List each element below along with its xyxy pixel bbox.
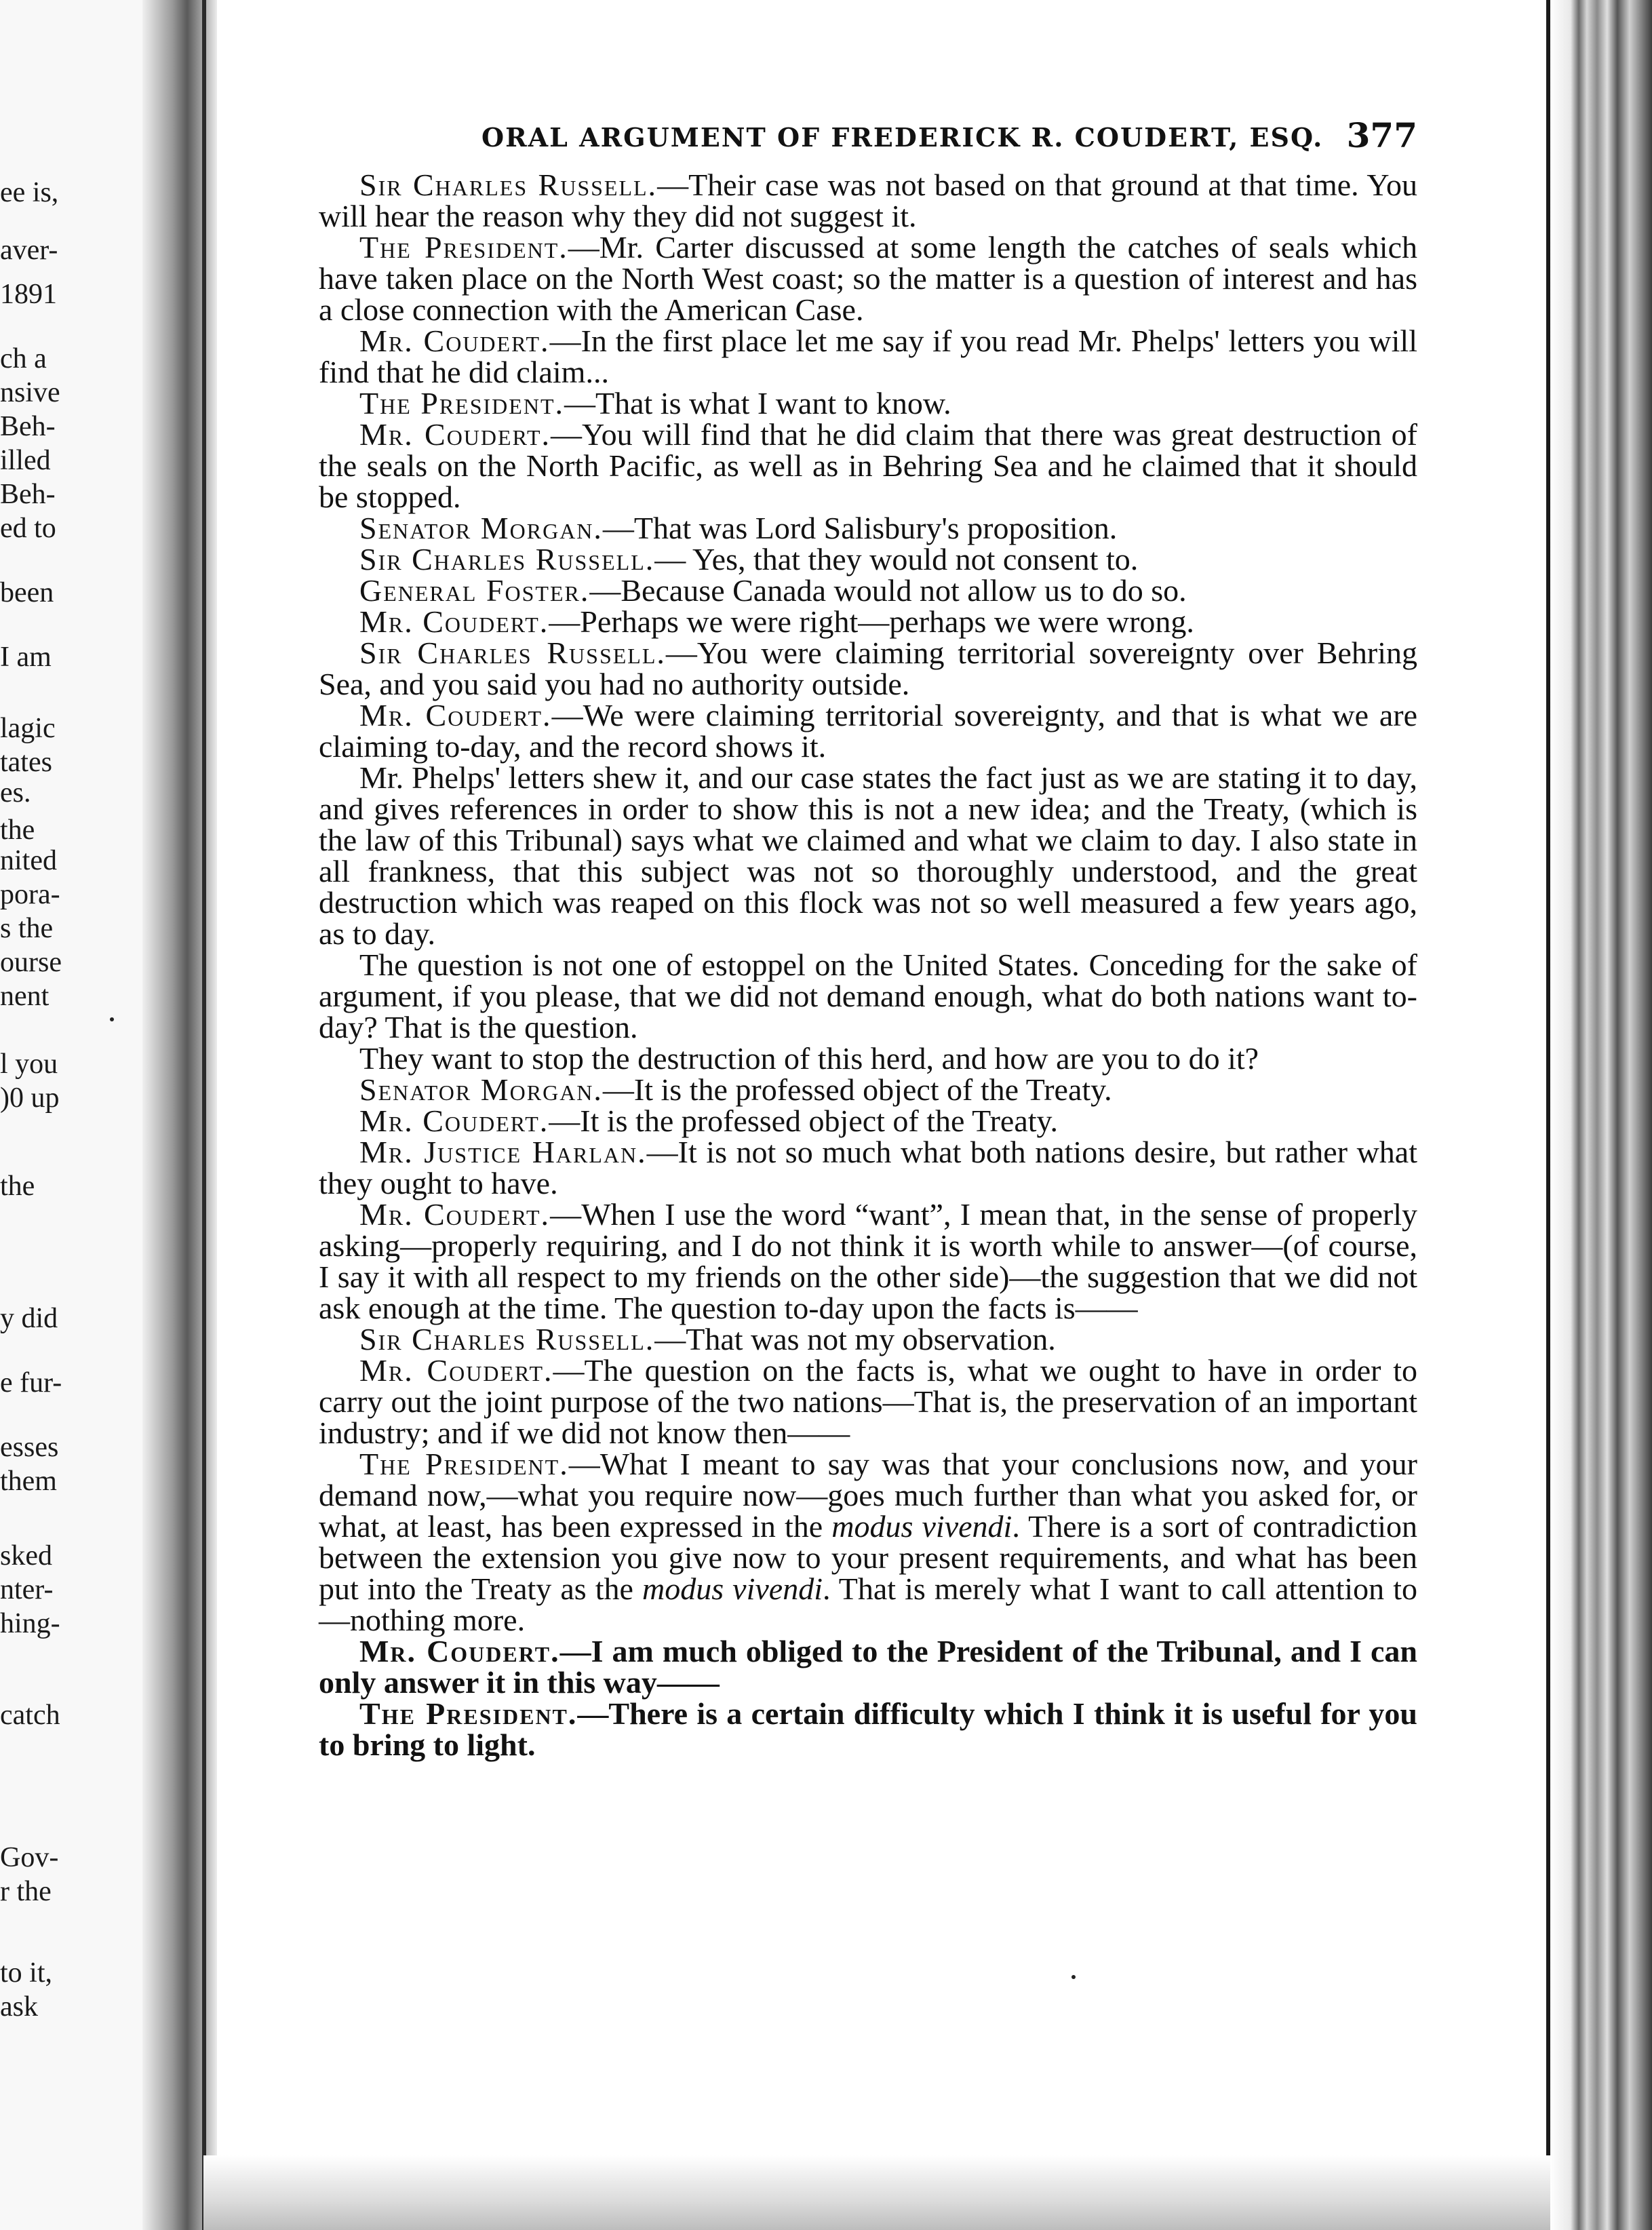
facing-page-fragment: the (0, 1171, 35, 1202)
ink-speck (110, 1017, 114, 1021)
paragraph (319, 1199, 1417, 1324)
paragraph (319, 575, 1417, 606)
facing-page-fragment: I am (0, 642, 52, 673)
facing-page-fragment: Gov- (0, 1842, 59, 1873)
facing-page-fragment: pora- (0, 879, 60, 910)
paragraph-text: — Yes, that they would not consent to. (654, 542, 1139, 576)
paragraph-text: —In the first place let me say if you read Mr. Phelps' letters you will find that he did claim... (319, 324, 1417, 389)
paragraph (319, 1449, 1417, 1636)
facing-page-fragment: hing- (0, 1608, 60, 1639)
speaker-name: Mr. Justice Harlan. (359, 1135, 647, 1169)
page-number: 377 (1346, 115, 1417, 155)
facing-page-fragment: )0 up (0, 1082, 60, 1114)
speaker-name: Sir Charles Russell. (359, 168, 658, 202)
paragraph (319, 700, 1417, 762)
paragraph (319, 606, 1417, 638)
facing-page-fragment: catch (0, 1700, 60, 1731)
facing-page-fragment: y did (0, 1303, 58, 1334)
paragraph (319, 544, 1417, 575)
facing-page-fragment: them (0, 1466, 57, 1497)
paragraph (319, 170, 1417, 232)
facing-page-fragment: Beh- (0, 411, 56, 442)
paragraph-text: —That is what I want to know. (564, 386, 951, 420)
paragraph-text: —There is a certain difficulty which I think it is useful for you to bring to light. (319, 1696, 1417, 1762)
speaker-name: Senator Morgan. (359, 1072, 603, 1107)
facing-page-fragment: 1891 (0, 279, 57, 310)
facing-page-fragment: the (0, 815, 35, 846)
paragraph-text: —You were claiming territorial sovereignty over Behring Sea, and you said you had no authority outside. (319, 635, 1417, 701)
paragraph (319, 762, 1417, 950)
speaker-name: Sir Charles Russell. (359, 1322, 655, 1356)
paragraph (319, 1074, 1417, 1106)
facing-page-fragment: aver- (0, 235, 58, 266)
speaker-name: Mr. Coudert. (359, 604, 549, 639)
facing-page-fragment: lagic (0, 713, 56, 744)
speaker-name: Mr. Coudert. (359, 1353, 553, 1388)
paragraph-text: The question is not one of estoppel on the United States. Conceding for the sake of argument, if you please, that we did not demand enough, what do both nations want to-day? That is the question. (319, 947, 1417, 1044)
facing-page-fragment: tates (0, 747, 52, 778)
running-title: ORAL ARGUMENT OF FREDERICK R. COUDERT, ESQ. (481, 122, 1324, 153)
paragraph-text: —It is the professed object of the Treaty. (549, 1103, 1059, 1138)
running-head (319, 115, 1417, 170)
facing-page-fragment: sked (0, 1540, 52, 1571)
paragraph-text: They want to stop the destruction of this herd, and how are you to do it? (359, 1041, 1259, 1076)
paragraph (319, 513, 1417, 544)
facing-page-fragment: to it, (0, 1957, 53, 1989)
paragraph-text: —It is not so much what both nations desire, but rather what they ought to have. (319, 1135, 1417, 1200)
facing-page-fragment: ed to (0, 513, 56, 544)
paragraph-text: —Perhaps we were right—perhaps we were wrong. (549, 604, 1194, 639)
speaker-name: The President. (359, 1447, 569, 1481)
paragraph (319, 388, 1417, 419)
facing-page-fragment: ee is, (0, 177, 59, 208)
paragraph (319, 419, 1417, 513)
page-bottom-shadow (203, 2155, 1550, 2230)
paragraph-text: —You will find that he did claim that there was great destruction of the seals on the North Pacific, as well as in Behring Sea and he claimed that it should be stopped. (319, 417, 1417, 514)
facing-page-fragment: ask (0, 1991, 38, 2022)
facing-page-fragment: been (0, 577, 54, 608)
facing-page-fragment: s the (0, 913, 54, 944)
facing-page-fragment: ch a (0, 343, 47, 374)
speaker-name: General Foster. (359, 573, 590, 608)
speaker-name: The President. (359, 386, 564, 420)
paragraph-text: —That was Lord Salisbury's proposition. (602, 511, 1118, 545)
paragraph (319, 635, 1417, 701)
facing-page-fragment: nter- (0, 1574, 54, 1605)
speaker-name: Sir Charles Russell. (359, 542, 655, 576)
facing-page-fragment: nited (0, 845, 57, 876)
paragraph-text: —Because Canada would not allow us to do so. (589, 573, 1187, 608)
page-edge-left (202, 0, 206, 2230)
facing-page-fragment: l you (0, 1049, 58, 1080)
speaker-name: Mr. Coudert. (359, 1634, 560, 1668)
speaker-name: Sir Charles Russell. (359, 635, 666, 670)
page-stack-edge (1550, 0, 1652, 2230)
paragraph-text: —It is the professed object of the Treaty. (602, 1072, 1112, 1107)
paragraph (319, 1355, 1417, 1449)
paragraph (319, 1698, 1417, 1761)
facing-page-fragment: ourse (0, 947, 62, 978)
speaker-name: Mr. Coudert. (359, 1103, 549, 1138)
speaker-name: The President. (359, 230, 568, 265)
speaker-name: Mr. Coudert. (359, 417, 551, 452)
paragraph-text: —I am much obliged to the President of the Tribunal, and I can only answer it in this way—— (319, 1634, 1418, 1700)
paragraph-text: —The question on the facts is, what we ought to have in order to carry out the joint purpose of the two nations—That is, the preservation of an important industry; and if we did not know then—— (319, 1353, 1417, 1450)
ink-speck (1071, 1975, 1076, 1979)
facing-page-fragment: Beh- (0, 479, 56, 510)
paragraph (319, 232, 1417, 326)
paragraph (319, 1103, 1417, 1138)
paragraph-text: —What I meant to say was that your conclusions now, and your demand now,—what you require now—goes much further than what you asked for, or what, at least, has been expressed in the modus vivendi. There is a sort of contradiction between the extension you give now to your present requirements, and what has been put into the Treaty as the modus vivendi. That is merely what I want to call attention to—nothing more. (319, 1447, 1418, 1637)
paragraph (319, 1043, 1417, 1074)
paragraph (319, 947, 1417, 1044)
paragraph-text: Mr. Phelps' letters shew it, and our case states the fact just as we are stating it to day, and gives references in order to show this is not a new idea; and the Treaty, (which is the law of this Tribunal) says what we claimed and what we claim to day. I also state in all frankness, that this subject was not so thoroughly understood, and the great destruction which was reaped on this flock was not so well measured a few years ago, as to day. (319, 760, 1417, 951)
paragraph-text: —Mr. Carter discussed at some length the catches of seals which have taken place on the North West coast; so the matter is a question of interest and has a close connection with the American Case. (319, 230, 1417, 327)
paragraph-text: —That was not my observation. (654, 1322, 1056, 1356)
paragraph-text: —When I use the word “want”, I mean that, in the sense of properly asking—properly requiring, and I do not think it is worth while to answer—(of course, I say it with all respect to my friends on the other side)—the suggestion that we did not ask enough at the time. The question to-day upon the facts is—— (319, 1197, 1417, 1325)
facing-page-fragment: illed (0, 445, 51, 476)
speaker-name: Mr. Coudert. (359, 324, 550, 358)
facing-page-fragment: r the (0, 1876, 52, 1907)
facing-page-fragment: es. (0, 777, 31, 808)
speaker-name: The President. (359, 1696, 578, 1731)
facing-page-fragment: e fur- (0, 1367, 62, 1398)
page-body (319, 170, 1417, 1761)
paragraph-text: —We were claiming territorial sovereignty, and that is what we are claiming to-day, and the record shows it. (319, 698, 1417, 764)
paragraph (319, 1636, 1417, 1698)
paragraph (319, 1324, 1417, 1355)
paragraph (319, 326, 1417, 388)
paragraph (319, 1137, 1417, 1199)
speaker-name: Mr. Coudert. (359, 1197, 551, 1232)
facing-page-fragment: esses (0, 1432, 59, 1463)
book-page (319, 115, 1417, 1761)
paragraph-text: —Their case was not based on that ground at that time. You will hear the reason why they did not suggest it. (319, 168, 1417, 233)
facing-page-fragment: nsive (0, 377, 60, 408)
page-edge-right (1546, 0, 1550, 2230)
speaker-name: Senator Morgan. (359, 511, 603, 545)
facing-page-fragment: nent (0, 981, 50, 1012)
speaker-name: Mr. Coudert. (359, 698, 552, 732)
